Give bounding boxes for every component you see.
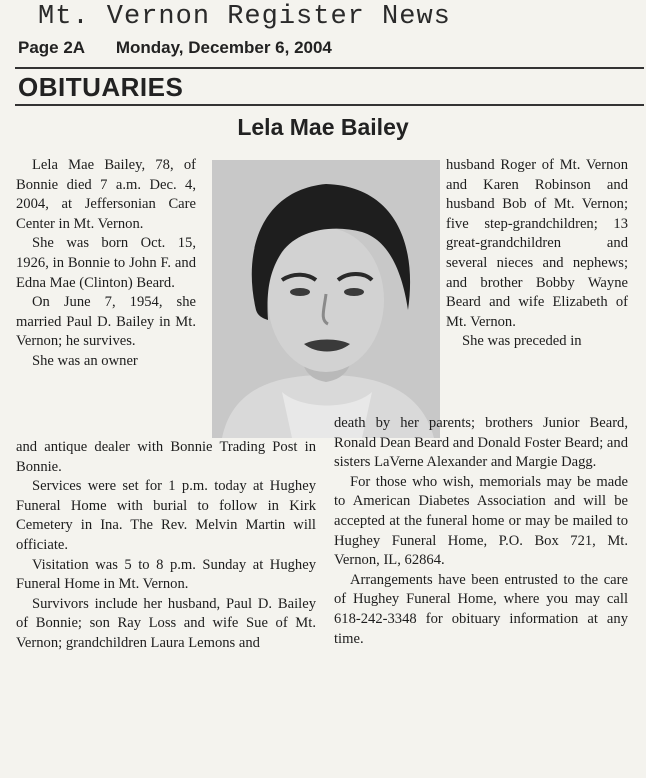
obituary-body <box>16 156 628 768</box>
paragraph: She was preceded in <box>462 333 582 350</box>
paragraph: For those who wish, memorials may be made to American Diabetes Association and will be accepted at the funeral home or may be mailed to Hughey Funeral Home, P.O. Box 721, Mt. Vernon, IL, 62864. <box>334 473 628 569</box>
paragraph: Lela Mae Bailey, 78, of Bonnie died 7 a.m. Dec. 4, 2004, at Jeffersonian Care Center in Mt. Vernon. <box>16 157 196 232</box>
portrait-photo-icon <box>212 160 440 438</box>
masthead: Mt. Vernon Register News <box>38 2 451 32</box>
publication-date: Monday, December 6, 2004 <box>115 38 332 57</box>
dateline <box>18 38 332 58</box>
paragraph: Visitation was 5 to 8 p.m. Sunday at Hughey Funeral Home in Mt. Vernon. <box>16 556 316 593</box>
obituary-headline: Lela Mae Bailey <box>237 114 409 140</box>
section-title: OBITUARIES <box>18 72 184 102</box>
column-2-top <box>446 156 628 352</box>
paragraph: Services were set for 1 p.m. today at Hughey Funeral Home with burial to follow in Kirk Cemetery in Ina. The Rev. Melvin Martin will officiate. <box>16 478 316 553</box>
column-1-bottom <box>16 438 316 654</box>
column-1-top <box>16 156 196 372</box>
column-2-bottom <box>334 414 628 649</box>
bottom-rule <box>15 104 644 106</box>
paragraph: Survivors include her husband, Paul D. Bailey of Bonnie; son Ray Loss and wife Sue of Mt. Vernon; grandchildren Laura Lemons and <box>16 595 316 651</box>
top-rule <box>15 67 644 69</box>
paragraph: On June 7, 1954, she married Paul D. Bailey in Mt. Vernon; he survives. <box>16 294 196 350</box>
paragraph: Arrangements have been entrusted to the care of Hughey Funeral Home, where you may call 618-242-3348 for obituary information at any time. <box>334 571 628 647</box>
page-number: Page 2A <box>18 38 86 57</box>
paragraph: and antique dealer with Bonnie Trading Post in Bonnie. <box>16 439 316 475</box>
paragraph: She was an owner <box>32 352 138 369</box>
paragraph: husband Roger of Mt. Vernon and Karen Robinson and husband Bob of Mt. Vernon; five step-grandchildren; 13 great-grandchildren and several nieces and nephews; and brother Bobby Wayne Beard and wife Elizabeth of Mt. Vernon. <box>446 157 628 330</box>
paragraph: She was born Oct. 15, 1926, in Bonnie to John F. and Edna Mae (Clinton) Beard. <box>16 235 196 291</box>
paragraph: death by her parents; brothers Junior Beard, Ronald Dean Beard and Donald Foster Beard; and sisters LaVerne Alexander and Margie Dagg. <box>334 415 628 471</box>
portrait-photo <box>212 160 440 438</box>
